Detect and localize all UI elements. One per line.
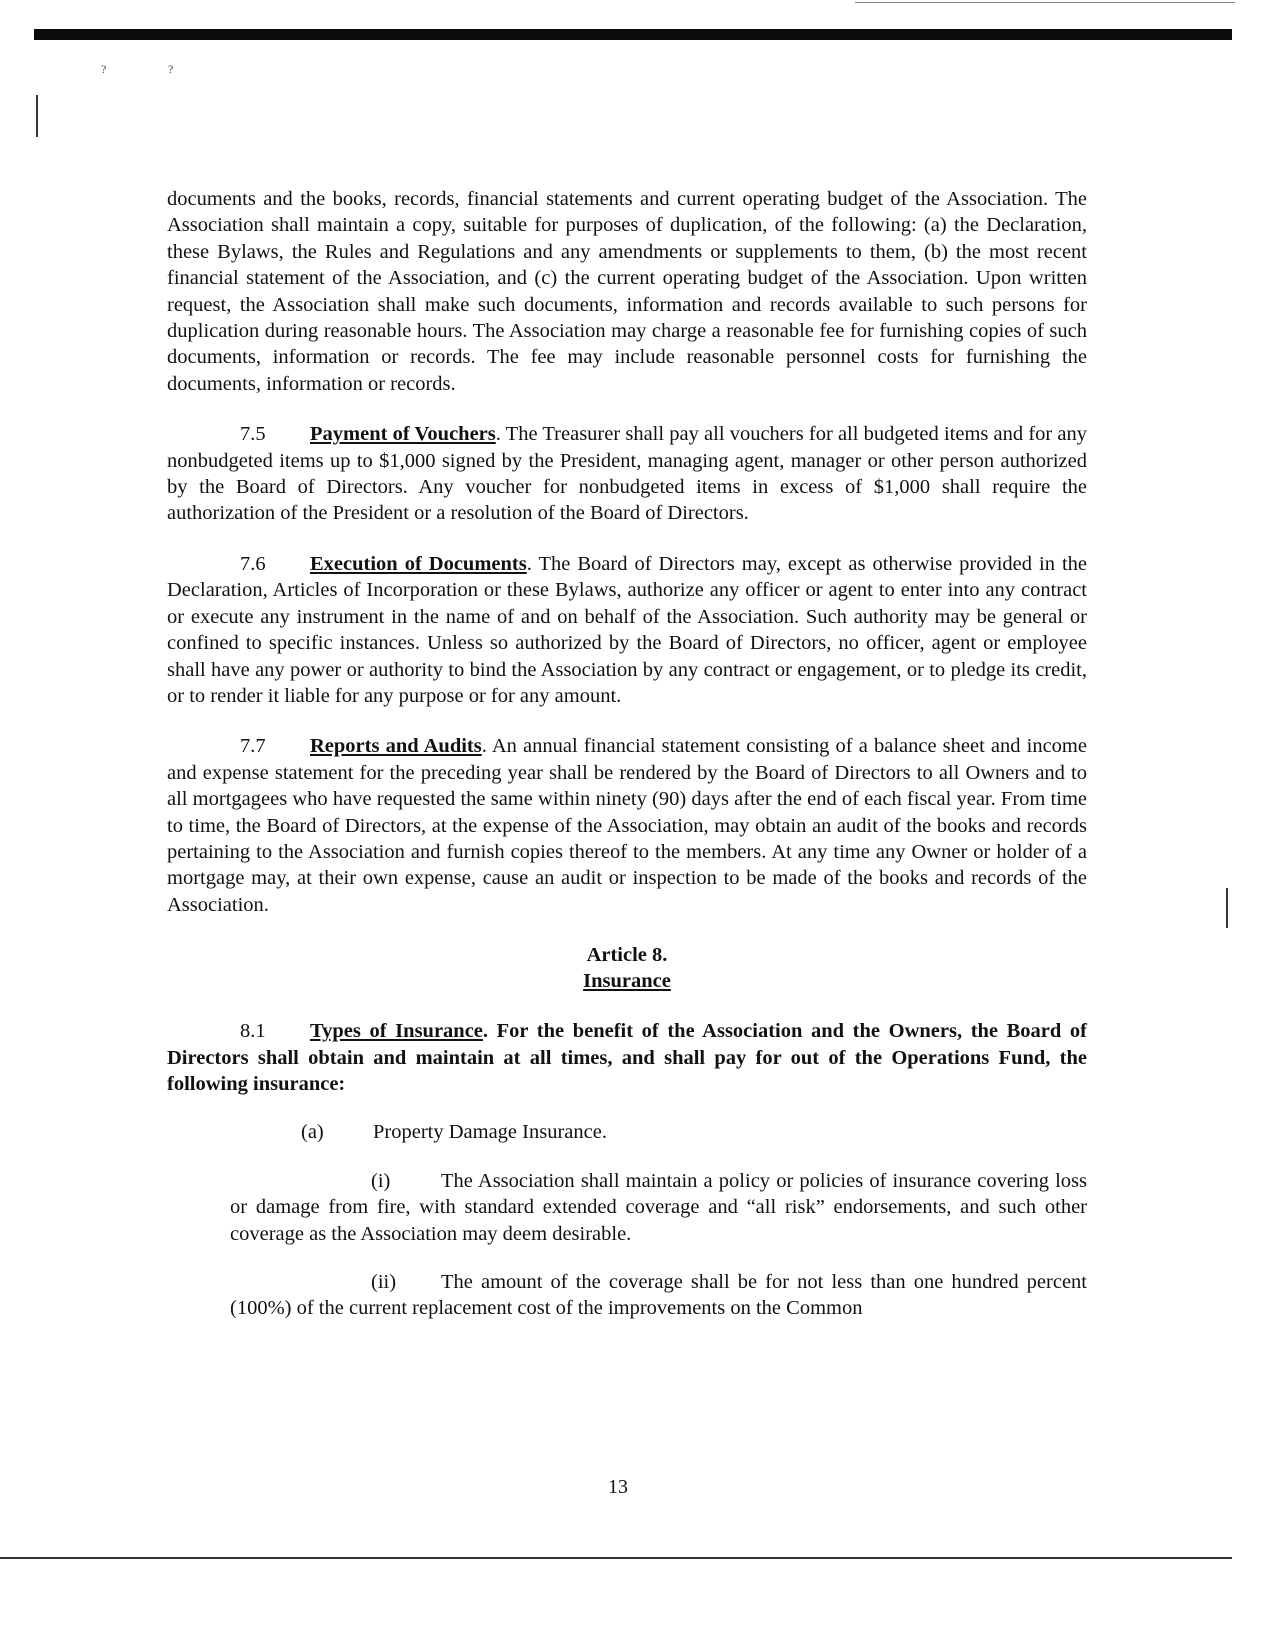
page-number: 13 bbox=[608, 1476, 628, 1498]
section-text: . The Board of Directors may, except as otherwise provided in the Declaration, Articles of Incorporation or these Bylaws, authorize any officer or agent to enter into any contract or execute any instrument in the name of and on behalf of the Association. Such authority may be general or confined to specific instances. Unless so authorized by the Board of Directors, no officer, agent or employee shall have any power or authority to bind the Association by any contract or engagement, or to pledge its credit, or to render it liable for any purpose or for any amount. bbox=[167, 552, 1087, 707]
section-8-1 bbox=[167, 1018, 1087, 1097]
subsection-label: (a) bbox=[301, 1121, 324, 1144]
section-7-5 bbox=[167, 421, 1087, 527]
section-text: . For the benefit of the Association and the Owners, the Board of Directors shall obtain and maintain at all times, and shall pay for out of the Operations Fund, the following insurance: bbox=[167, 1020, 1087, 1095]
section-7-7 bbox=[167, 733, 1087, 918]
top-scan-bar bbox=[34, 29, 1232, 40]
section-number: 7.6 bbox=[240, 552, 266, 575]
subsection-text: Property Damage Insurance. bbox=[373, 1121, 607, 1144]
subsection-text: The Association shall maintain a policy or policies of insurance covering loss or damage from fire, with standard extended coverage and “all risk” endorsements, and such other coverage as the Association may deem desirable. bbox=[230, 1169, 1087, 1245]
section-title: Types of Insurance bbox=[310, 1020, 483, 1043]
section-title: Reports and Audits bbox=[310, 735, 482, 758]
section-number: 7.7 bbox=[240, 735, 266, 758]
section-text: . The Treasurer shall pay all vouchers for all budgeted items and for any nonbudgeted items up to $1,000 signed by the President, managing agent, manager or other person authorized by the Board of Directors. Any voucher for nonbudgeted items in excess of $1,000 shall require the authorization of the President or a resolution of the Board of Directors. bbox=[167, 423, 1088, 525]
subsection-ii bbox=[230, 1269, 1087, 1322]
subsection-text: The amount of the coverage shall be for not less than one hundred percent (100%) of the current replacement cost of the improvements on the Common bbox=[230, 1271, 1087, 1320]
subsection-label: (ii) bbox=[371, 1271, 397, 1293]
section-7-6 bbox=[167, 551, 1087, 709]
subsection-a bbox=[167, 1119, 1087, 1145]
subsection-i bbox=[230, 1168, 1087, 1247]
section-text: . An annual financial statement consisting of a balance sheet and income and expense statement for the preceding year shall be rendered by the Board of Directors to all Owners and to all mortgagees who have requested the same within ninety (90) days after the end of each fiscal year. From time to time, the Board of Directors, at the expense of the Association, may obtain an audit of the books and records pertaining to the Association and furnish copies thereof to the members. At any time any Owner or holder of a mortgage may, at their own expense, cause an audit or inspection to be made of the books and records of the Association. bbox=[167, 735, 1087, 916]
margin-mark-left: ? bbox=[101, 62, 109, 76]
article-heading bbox=[167, 942, 1087, 994]
section-number: 8.1 bbox=[240, 1020, 266, 1043]
margin-mark-right: ? bbox=[168, 62, 176, 76]
subsection-label: (i) bbox=[371, 1169, 391, 1192]
bottom-rule bbox=[0, 1557, 1232, 1559]
section-title: Payment of Vouchers bbox=[310, 423, 496, 446]
section-number: 7.5 bbox=[240, 423, 266, 446]
intro-paragraph: documents and the books, records, financial statements and current operating budget of the Association. The Association shall maintain a copy, suitable for purposes of duplication, of the following: (a) the Declaration, these Bylaws, the Rules and Regulations and any amendments or supplements to them, (b) the most recent financial statement of the Association, and (c) the current operating budget of the Association. Upon written request, the Association shall make such documents, information and records available to such persons for duplication during reasonable hours. The Association may charge a reasonable fee for furnishing copies of such documents, information or records. The fee may include reasonable personnel costs for furnishing the documents, information or records. bbox=[167, 188, 1087, 395]
right-margin-bar bbox=[1226, 888, 1228, 928]
section-title: Execution of Documents bbox=[310, 552, 527, 575]
top-edge-line bbox=[855, 2, 1235, 3]
document-body bbox=[167, 186, 1087, 1322]
article-number: Article 8. bbox=[586, 944, 668, 967]
left-margin-bar bbox=[36, 95, 38, 137]
article-title: Insurance bbox=[583, 970, 671, 993]
